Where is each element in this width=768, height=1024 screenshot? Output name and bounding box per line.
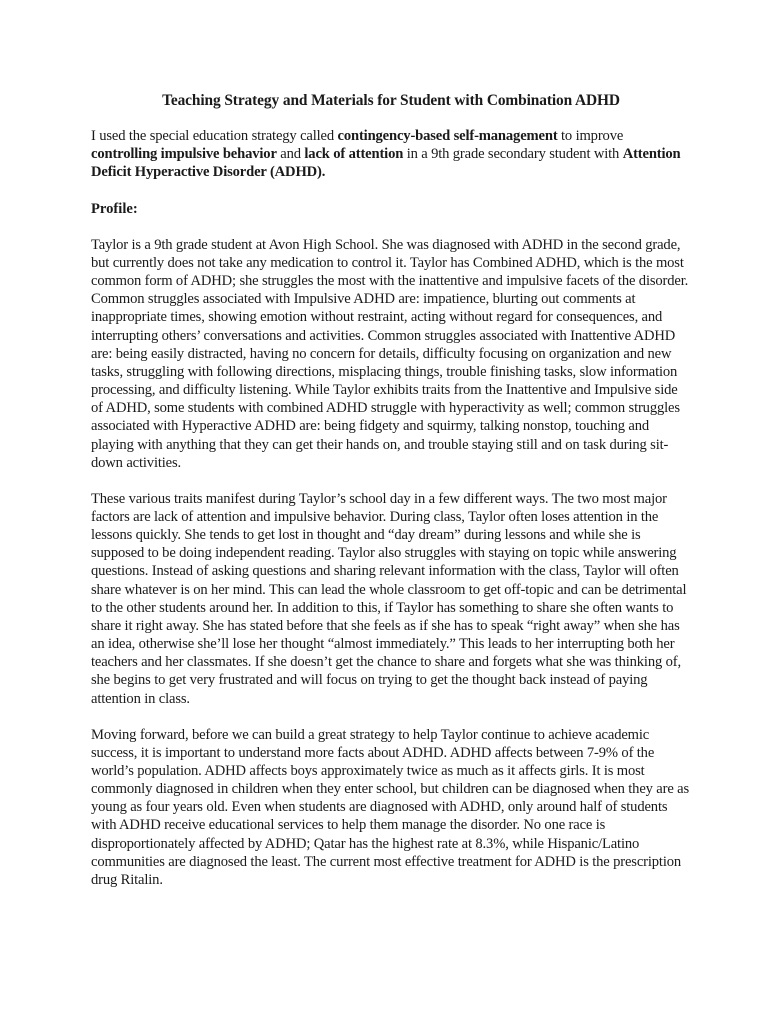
strategy-name: contingency-based self-management: [337, 128, 558, 145]
target-behavior-2: lack of attention: [304, 146, 404, 163]
traits-paragraph: These various traits manifest during Taylor’s school day in a few different ways. The two most major factors are lack of attention and impulsive behavior. During class, Taylor often loses attention in the lessons quickly. She tends to get lost in thought and “day dream” during lessons and while she is supposed to be doing independent reading. Taylor also struggles with staying on topic while answering questions. Instead of asking questions and sharing relevant information with the class, Taylor will often share whatever is on her mind. This can lead the whole classroom to get off-topic and can be detrimental to the other students around her. In addition to this, if Taylor has something to share she often wants to share it right away. She has stated before that she feels as if she has to speak “right away” when she has an idea, otherwise she’ll lose her thought “almost immediately.” This leads to her interrupting both her teachers and her classmates. If she doesn’t get the chance to share and forgets what she was thinking of, she begins to get very frustrated and will focus on trying to get the thought back instead of paying attention in class.: [91, 490, 687, 707]
document-page: [91, 92, 691, 907]
intro-text-4: in a 9th grade secondary student with: [403, 146, 623, 163]
target-behavior-1: controlling impulsive behavior: [91, 146, 277, 163]
profile-paragraph: Taylor is a 9th grade student at Avon High School. She was diagnosed with ADHD in the second grade, but currently does not take any medication to control it. Taylor has Combined ADHD, which is the most common form of ADHD; she struggles the most with the inattentive and impulsive facets of the disorder. Common struggles associated with Impulsive ADHD are: impatience, blurting out comments at inappropriate times, showing emotion without restraint, acting without regard for consequences, and interrupting others’ conversations and activities. Common struggles associated with Inattentive ADHD are: being easily distracted, having no concern for details, difficulty focusing on organization and new tasks, struggling with following directions, misplacing things, trouble finishing tasks, slow information processing, and difficulty listening. While Taylor exhibits traits from the Inattentive and Impulsive side of ADHD, some students with combined ADHD struggle with hyperactivity as well; common struggles associated with Hyperactive ADHD are: being fidgety and squirmy, talking nonstop, touching and playing with anything that they can get their hands on, and trouble staying still and on task during sit-down activities.: [91, 236, 689, 471]
intro-paragraph: [91, 127, 691, 181]
facts-paragraph: Moving forward, before we can build a great strategy to help Taylor continue to achieve academic success, it is important to understand more facts about ADHD. ADHD affects between 7-9% of the world’s population. ADHD affects boys approximately twice as much as it affects girls. It is most commonly diagnosed in children when they enter school, but children can be diagnosed when they are as young as four years old. Even when students are diagnosed with ADHD, only around half of students with ADHD receive educational services to help them manage the disorder. No one race is disproportionately affected by ADHD; Qatar has the highest rate at 8.3%, while Hispanic/Latino communities are diagnosed the least. The current most effective treatment for ADHD is the prescription drug Ritalin.: [91, 726, 690, 888]
profile-heading: Profile:: [91, 200, 138, 217]
intro-text-2: to improve: [557, 128, 624, 145]
disorder-name: Attention Deficit Hyperactive Disorder (ADHD).: [91, 146, 681, 181]
intro-text-1: I used the special education strategy called: [91, 128, 338, 145]
intro-text-3: and: [276, 146, 305, 163]
document-title: Teaching Strategy and Materials for Student with Combination ADHD: [162, 92, 620, 109]
